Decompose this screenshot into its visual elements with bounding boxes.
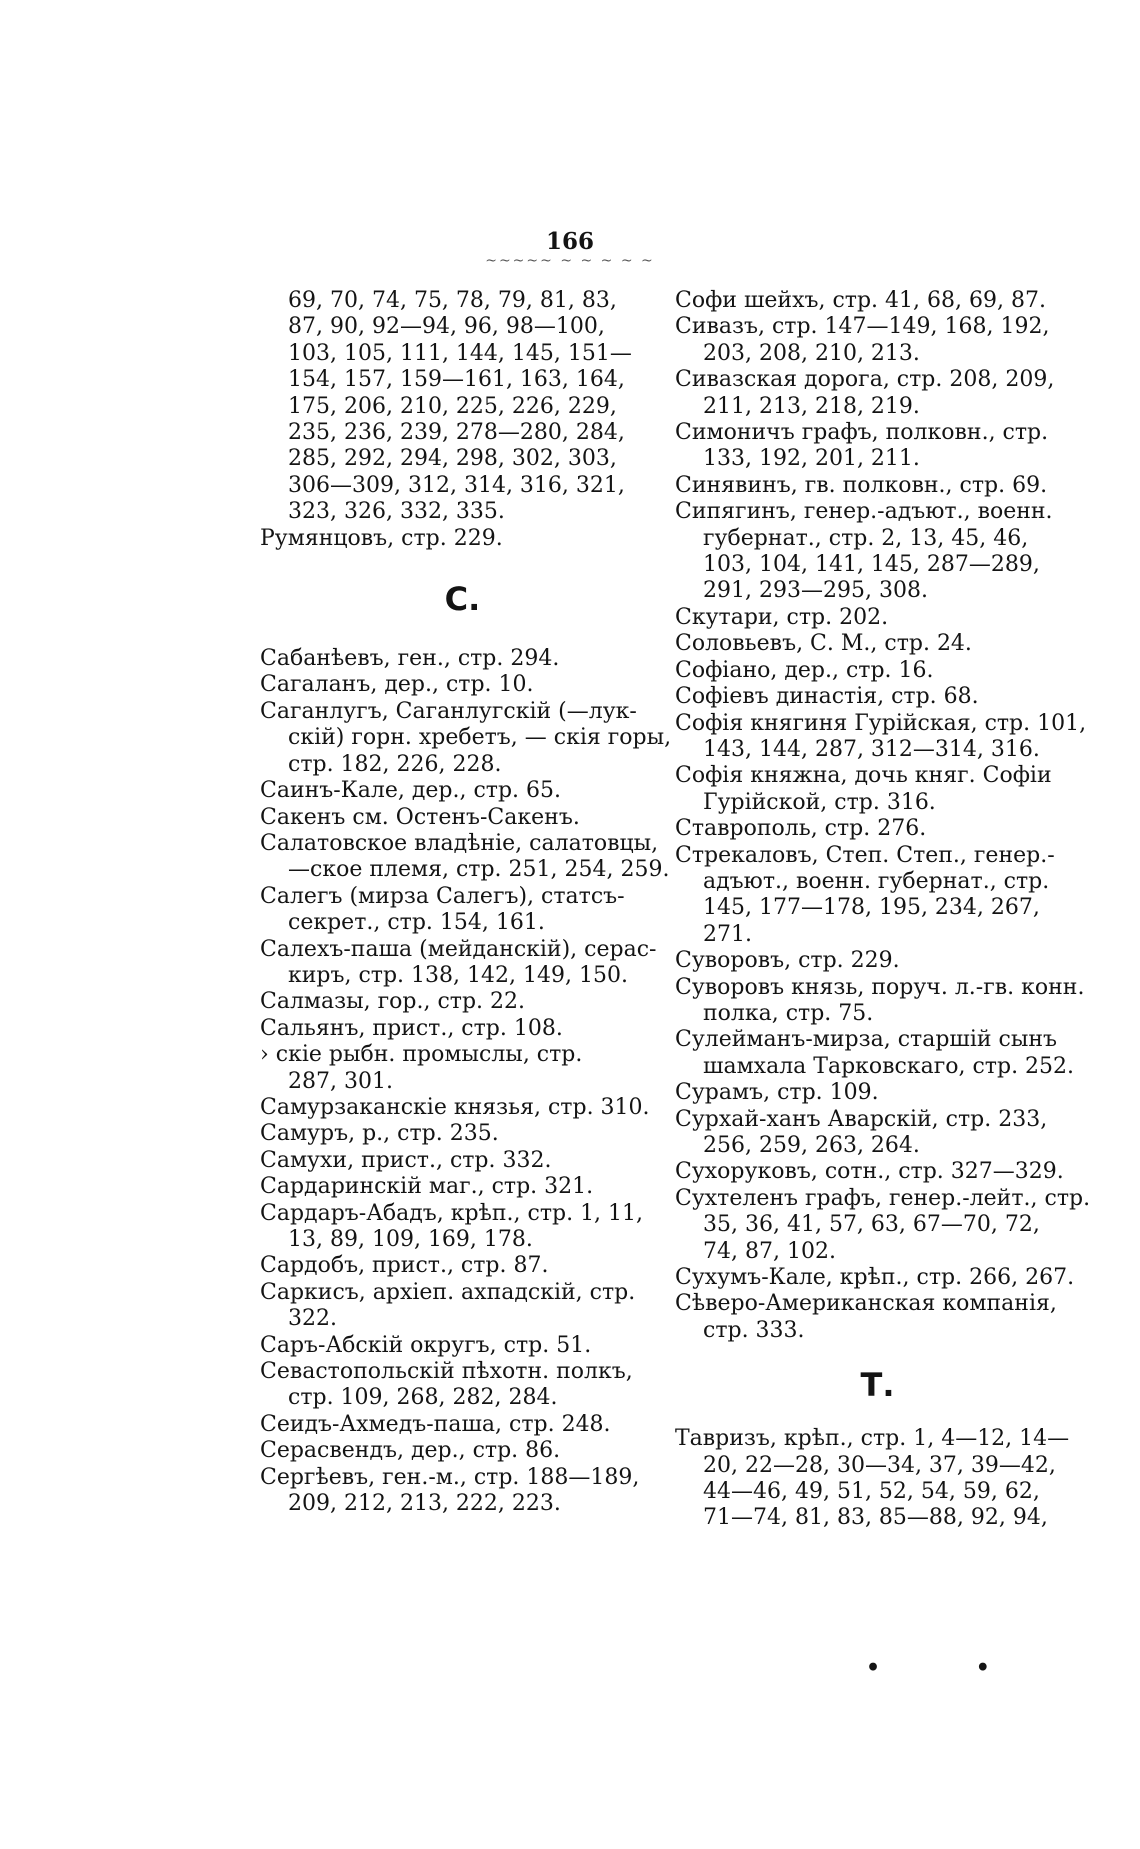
continued-entry xyxy=(260,288,665,526)
index-entry xyxy=(260,1412,665,1438)
entry-line: Салегъ (мирза Салегъ), статсъ- xyxy=(260,883,625,909)
entry-line: —ское племя, стр. 251, 254, 259. xyxy=(288,857,670,883)
index-entry xyxy=(260,1174,665,1200)
index-entry xyxy=(260,1438,665,1464)
index-entry xyxy=(675,367,1080,420)
entry-line: 306—309, 312, 314, 316, 321, xyxy=(288,472,625,498)
entry-line: 209, 212, 213, 222, 223. xyxy=(288,1491,561,1517)
index-entry xyxy=(260,1016,665,1042)
index-entry xyxy=(260,1148,665,1174)
entry-line: Сурхай-ханъ Аварскій, стр. 233, xyxy=(675,1106,1048,1132)
entry-line: 287, 301. xyxy=(288,1068,393,1094)
entry-line: Сулейманъ-мирза, старшій сынъ xyxy=(675,1027,1058,1053)
entry-line: 271. xyxy=(703,921,752,947)
entry-line: Самурзаканскіе князья, стр. 310. xyxy=(260,1094,650,1120)
entry-line: Софія княгиня Гурійская, стр. 101, xyxy=(675,710,1087,736)
entry-line: Тавризъ, крѣп., стр. 1, 4—12, 14— xyxy=(675,1426,1070,1452)
entry-line: Софіано, дер., стр. 16. xyxy=(675,657,934,683)
index-entry xyxy=(675,473,1080,499)
entry-line: Сивазъ, стр. 147—149, 168, 192, xyxy=(675,314,1050,340)
index-entry xyxy=(260,1095,665,1121)
index-entry xyxy=(675,1080,1080,1106)
entry-line: Севастопольскій пѣхотн. полкъ, xyxy=(260,1359,633,1385)
index-entry xyxy=(675,1185,1091,1265)
entry-line: Румянцовъ, стр. 229. xyxy=(260,525,503,551)
index-entry xyxy=(260,672,665,698)
index-entry xyxy=(260,646,665,672)
index-entry xyxy=(675,1291,1080,1344)
entry-line: Суворовъ князь, поруч. л.-гв. конн. xyxy=(675,974,1085,1000)
entry-line: стр. 182, 226, 228. xyxy=(288,751,502,777)
entry-line: адъют., военн. губернат., стр. xyxy=(703,868,1050,894)
entry-line: Гурійской, стр. 316. xyxy=(703,789,936,815)
index-column-left xyxy=(260,288,672,1517)
section-letter-t: Т. xyxy=(860,1366,895,1405)
entry-line: Сакенъ см. Остенъ-Сакенъ. xyxy=(260,804,580,830)
entry-line: 203, 208, 210, 213. xyxy=(703,340,920,366)
entry-line: 87, 90, 92—94, 96, 98—100, xyxy=(288,314,605,340)
entry-line: 44—46, 49, 51, 52, 54, 59, 62, xyxy=(703,1479,1040,1505)
entry-line: Самуръ, р., стр. 235. xyxy=(260,1121,499,1147)
index-entry xyxy=(675,288,1080,314)
index-entry xyxy=(675,499,1080,605)
entry-line: Софія княжна, дочь княг. Софіи xyxy=(675,763,1052,789)
index-entry xyxy=(260,884,665,937)
entry-line: Сивазская дорога, стр. 208, 209, xyxy=(675,367,1055,393)
index-entry xyxy=(675,684,1080,710)
entry-line: 154, 157, 159—161, 163, 164, xyxy=(288,367,625,393)
entry-line: Сухоруковъ, сотн., стр. 327—329. xyxy=(675,1159,1064,1185)
entry-line: › скіе рыбн. промыслы, стр. xyxy=(260,1042,583,1068)
entry-line: Сѣверо-Американская компанія, xyxy=(675,1291,1057,1317)
entry-line: 211, 213, 218, 219. xyxy=(703,393,920,419)
entry-line: 103, 104, 141, 145, 287—289, xyxy=(703,552,1040,578)
entry-line: Скутари, стр. 202. xyxy=(675,604,889,630)
entry-line: Сардобъ, прист., стр. 87. xyxy=(260,1253,549,1279)
index-entry xyxy=(260,1253,665,1279)
index-entry xyxy=(260,778,665,804)
index-entry xyxy=(260,526,665,552)
entry-line: Салехъ-паша (мейданскій), серас- xyxy=(260,936,657,962)
entry-line: 235, 236, 239, 278—280, 284, xyxy=(288,420,625,446)
index-entry xyxy=(675,816,1080,842)
entry-line: Серасвендъ, дер., стр. 86. xyxy=(260,1438,561,1464)
entry-line: Сальянъ, прист., стр. 108. xyxy=(260,1015,563,1041)
entry-line: 143, 144, 287, 312—314, 316. xyxy=(703,736,1040,762)
index-entry xyxy=(260,1465,665,1518)
index-entry xyxy=(675,314,1080,367)
entry-line: киръ, стр. 138, 142, 149, 150. xyxy=(288,962,628,988)
index-entry xyxy=(675,1027,1080,1080)
index-entry xyxy=(260,1333,665,1359)
entry-line: Саркисъ, архіеп. ахпадскій, стр. xyxy=(260,1279,636,1305)
index-entry xyxy=(675,631,1080,657)
index-entry xyxy=(675,763,1080,816)
entry-line: Ставрополь, стр. 276. xyxy=(675,816,927,842)
page-number: 166 xyxy=(545,228,594,255)
entry-line: 20, 22—28, 30—34, 37, 39—42, xyxy=(703,1452,1056,1478)
entry-line: Сипягинъ, генер.-адъют., военн. xyxy=(675,499,1053,525)
index-entry xyxy=(675,974,1085,1028)
index-entry xyxy=(260,1121,665,1147)
entry-line: Симоничъ графъ, полковн., стр. xyxy=(675,420,1049,446)
entry-line: Сухумъ-Кале, крѣп., стр. 266, 267. xyxy=(675,1265,1075,1291)
index-entry xyxy=(675,1107,1080,1160)
entry-line: Саръ-Абскій округъ, стр. 51. xyxy=(260,1332,592,1358)
entry-line: 69, 70, 74, 75, 78, 79, 81, 83, xyxy=(288,288,617,313)
entry-line: Саинъ-Кале, дер., стр. 65. xyxy=(260,778,562,804)
entry-line: 103, 105, 111, 144, 145, 151— xyxy=(288,340,632,366)
entry-line: секрет., стр. 154, 161. xyxy=(288,910,545,936)
entry-line: Синявинъ, гв. полковн., стр. 69. xyxy=(675,472,1048,498)
entry-line: Самухи, прист., стр. 332. xyxy=(260,1147,552,1173)
entry-line: 285, 292, 294, 298, 302, 303, xyxy=(288,446,617,472)
entry-group xyxy=(675,1426,1080,1532)
entry-line: стр. 333. xyxy=(703,1317,805,1343)
entry-line: 256, 259, 263, 264. xyxy=(703,1133,920,1158)
entry-line: Сухтеленъ графъ, генер.-лейт., стр. xyxy=(675,1185,1091,1211)
footer-marks: • • xyxy=(866,1655,1034,1681)
index-entry xyxy=(260,937,665,990)
entry-line: 35, 36, 41, 57, 63, 67—70, 72, xyxy=(703,1212,1040,1238)
index-entry xyxy=(260,830,670,884)
entry-group xyxy=(260,526,665,552)
entry-line: Сурамъ, стр. 109. xyxy=(675,1080,879,1106)
index-entry xyxy=(675,710,1087,764)
entry-line: Салмазы, гор., стр. 22. xyxy=(260,989,526,1015)
index-entry xyxy=(675,843,1080,949)
entry-line: Сардаръ-Абадъ, крѣп., стр. 1, 11, xyxy=(260,1200,644,1226)
index-entry xyxy=(675,1159,1080,1185)
entry-line: 175, 206, 210, 225, 226, 229, xyxy=(288,393,617,419)
index-entry xyxy=(675,948,1080,974)
entry-line: скій) горн. хребетъ, — скія горы, xyxy=(288,725,672,751)
entry-line: 145, 177—178, 195, 234, 267, xyxy=(703,895,1040,921)
entry-line: 74, 87, 102. xyxy=(703,1238,836,1264)
entry-line: Сергѣевъ, ген.-м., стр. 188—189, xyxy=(260,1464,640,1490)
index-entry xyxy=(260,1280,665,1333)
index-entry xyxy=(675,1426,1080,1532)
entry-line: Суворовъ, стр. 229. xyxy=(675,948,900,974)
index-entry xyxy=(260,1042,665,1095)
index-entry xyxy=(675,420,1080,473)
entry-line: Сабанѣевъ, ген., стр. 294. xyxy=(260,646,560,672)
index-entry xyxy=(675,605,1080,631)
index-entry xyxy=(260,805,665,831)
entry-line: Стрекаловъ, Степ. Степ., генер.- xyxy=(675,842,1055,868)
entry-line: 322. xyxy=(288,1306,337,1332)
entry-line: Соловьевъ, С. М., стр. 24. xyxy=(675,631,972,657)
entry-line: губернат., стр. 2, 13, 45, 46, xyxy=(703,525,1029,551)
index-entry xyxy=(260,698,672,778)
index-entry xyxy=(260,1201,665,1254)
index-entry xyxy=(675,658,1080,684)
index-entry xyxy=(260,1359,665,1412)
entry-line: Сардаринскій маг., стр. 321. xyxy=(260,1174,594,1200)
entry-line: полка, стр. 75. xyxy=(703,1000,874,1026)
index-entry xyxy=(260,989,665,1015)
header-ornament: ~~~~~ ~ ~ ~ ~ ~ xyxy=(485,253,655,269)
entry-line: Софи шейхъ, стр. 41, 68, 69, 87. xyxy=(675,288,1046,313)
entry-line: 13, 89, 109, 169, 178. xyxy=(288,1227,533,1252)
index-column-right xyxy=(675,288,1091,1532)
entry-line: 71—74, 81, 83, 85—88, 92, 94, xyxy=(703,1505,1048,1531)
section-letter-s: С. xyxy=(444,580,481,619)
entry-line: Салатовское владѣніе, салатовцы, xyxy=(260,830,659,856)
entry-line: Сеидъ-Ахмедъ-паша, стр. 248. xyxy=(260,1411,611,1437)
index-entry xyxy=(675,1265,1080,1291)
entry-line: шамхала Тарковскаго, стр. 252. xyxy=(703,1053,1075,1079)
entry-line: Софіевъ династія, стр. 68. xyxy=(675,684,979,710)
entry-group xyxy=(260,646,672,1517)
entry-line: стр. 109, 268, 282, 284. xyxy=(288,1385,558,1411)
entry-line: 133, 192, 201, 211. xyxy=(703,446,920,472)
entry-line: Сагаланъ, дер., стр. 10. xyxy=(260,672,534,698)
entry-group xyxy=(675,288,1091,1344)
entry-line: 323, 326, 332, 335. xyxy=(288,499,505,525)
entry-line: 291, 293—295, 308. xyxy=(703,578,928,604)
entry-line: Саганлугъ, Саганлугскій (—лук- xyxy=(260,698,637,724)
